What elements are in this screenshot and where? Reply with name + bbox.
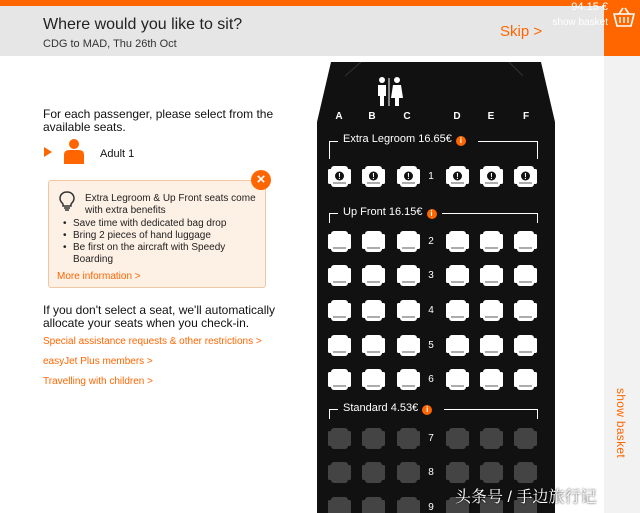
row-number: 6 xyxy=(428,374,434,385)
seat-7F xyxy=(514,428,537,449)
svg-text:!: ! xyxy=(338,172,341,181)
seat-5B[interactable] xyxy=(362,335,385,356)
benefits-heading: Extra Legroom & Up Front seats come with extra benefits xyxy=(85,193,256,216)
seat-5E[interactable] xyxy=(480,335,503,356)
seat-2E[interactable] xyxy=(480,231,503,252)
seat-3E[interactable] xyxy=(480,265,503,286)
passenger-name: Adult 1 xyxy=(100,148,135,160)
seat-3F[interactable] xyxy=(514,265,537,286)
seat-1D[interactable] xyxy=(446,166,469,187)
section-bracket-right xyxy=(444,409,538,419)
info-icon[interactable]: i xyxy=(456,136,466,146)
selected-arrow-icon xyxy=(44,147,52,157)
row-number: 9 xyxy=(428,502,434,513)
passenger-row[interactable] xyxy=(43,138,243,166)
route-subtitle: CDG to MAD, Thu 26th Oct xyxy=(43,38,177,50)
column-label: B xyxy=(368,111,376,122)
seat-6B[interactable] xyxy=(362,369,385,390)
passenger-icon xyxy=(63,138,85,169)
seat-8F xyxy=(514,462,537,483)
more-information-link[interactable]: More information > xyxy=(57,271,141,282)
skip-button[interactable]: Skip > xyxy=(500,23,543,40)
seat-6E[interactable] xyxy=(480,369,503,390)
sidebar-show-basket[interactable]: show basket xyxy=(614,388,628,459)
seat-3C[interactable] xyxy=(397,265,420,286)
easyjet-plus-link[interactable]: easyJet Plus members > xyxy=(43,356,153,367)
svg-text:!: ! xyxy=(490,172,493,181)
watermark: 头条号 / 手边旅行记 xyxy=(455,489,597,506)
toilet-icon xyxy=(373,76,405,113)
seat-1C[interactable] xyxy=(397,166,420,187)
seat-3D[interactable] xyxy=(446,265,469,286)
seat-6F[interactable] xyxy=(514,369,537,390)
seat-5D[interactable] xyxy=(446,335,469,356)
row-number: 4 xyxy=(428,305,434,316)
page-title: Where would you like to sit? xyxy=(43,16,243,33)
seat-instructions: For each passenger, please select from the available seats. xyxy=(43,107,274,134)
column-label: D xyxy=(453,111,461,122)
seat-2A[interactable] xyxy=(328,231,351,252)
seat-9B xyxy=(362,497,385,513)
basket-price[interactable]: 94.15 € xyxy=(571,1,608,13)
seat-4B[interactable] xyxy=(362,300,385,321)
seat-8C xyxy=(397,462,420,483)
seat-4D[interactable] xyxy=(446,300,469,321)
benefits-list xyxy=(63,218,261,266)
seat-3B[interactable] xyxy=(362,265,385,286)
column-label: F xyxy=(522,111,530,122)
info-icon[interactable]: i xyxy=(422,405,432,415)
row-number: 2 xyxy=(428,236,434,247)
auto-allocate-notice: If you don't select a seat, we'll automatically allocate your seats when you check-in. xyxy=(43,303,276,330)
seat-9A xyxy=(328,497,351,513)
row-number: 5 xyxy=(428,340,434,351)
seat-6C[interactable] xyxy=(397,369,420,390)
basket-icon[interactable] xyxy=(612,6,636,33)
lightbulb-icon xyxy=(59,191,75,216)
seat-1B[interactable] xyxy=(362,166,385,187)
column-label: C xyxy=(403,111,411,122)
seat-7E xyxy=(480,428,503,449)
seat-7B xyxy=(362,428,385,449)
seat-4F[interactable] xyxy=(514,300,537,321)
section-bracket-right xyxy=(478,141,538,159)
standard-header: Standard 4.53€ i xyxy=(343,402,432,415)
row-number: 7 xyxy=(428,433,434,444)
seat-8D xyxy=(446,462,469,483)
seat-7D xyxy=(446,428,469,449)
special-assistance-link[interactable]: Special assistance requests & other restrictions > xyxy=(43,336,262,347)
page-header xyxy=(0,6,604,56)
section-bracket-left xyxy=(329,213,338,223)
seat-2C[interactable] xyxy=(397,231,420,252)
seat-1F[interactable] xyxy=(514,166,537,187)
seat-9C xyxy=(397,497,420,513)
seat-5A[interactable] xyxy=(328,335,351,356)
extra-legroom-header: Extra Legroom 16.65€ i xyxy=(343,133,466,146)
seat-8A xyxy=(328,462,351,483)
seat-7A xyxy=(328,428,351,449)
benefits-info-box xyxy=(48,180,266,288)
seat-8B xyxy=(362,462,385,483)
benefit-item: • Bring 2 pieces of hand luggage xyxy=(63,230,261,242)
svg-text:!: ! xyxy=(407,172,410,181)
seat-4A[interactable] xyxy=(328,300,351,321)
seat-2D[interactable] xyxy=(446,231,469,252)
seat-2F[interactable] xyxy=(514,231,537,252)
seat-1E[interactable] xyxy=(480,166,503,187)
close-icon[interactable]: × xyxy=(251,170,271,190)
svg-text:!: ! xyxy=(372,172,375,181)
section-bracket-left xyxy=(329,141,338,159)
seat-7C xyxy=(397,428,420,449)
seat-5F[interactable] xyxy=(514,335,537,356)
seat-5C[interactable] xyxy=(397,335,420,356)
seat-1A[interactable] xyxy=(328,166,351,187)
svg-text:!: ! xyxy=(524,172,527,181)
seat-6A[interactable] xyxy=(328,369,351,390)
seat-6D[interactable] xyxy=(446,369,469,390)
section-bracket-left xyxy=(329,409,338,419)
benefit-item: • Be first on the aircraft with Speedy Boarding xyxy=(63,242,261,266)
row-number: 3 xyxy=(428,270,434,281)
svg-text:!: ! xyxy=(456,172,459,181)
benefit-item: • Save time with dedicated bag drop xyxy=(63,218,261,230)
seat-4E[interactable] xyxy=(480,300,503,321)
column-label: E xyxy=(487,111,495,122)
section-bracket-right xyxy=(442,213,538,223)
travelling-with-children-link[interactable]: Travelling with children > xyxy=(43,376,153,387)
seat-2B[interactable] xyxy=(362,231,385,252)
up-front-header: Up Front 16.15€ i xyxy=(343,206,437,219)
info-icon[interactable]: i xyxy=(427,209,437,219)
seat-8E xyxy=(480,462,503,483)
show-basket-link[interactable]: show basket xyxy=(552,17,608,28)
column-label: A xyxy=(335,111,343,122)
row-number: 8 xyxy=(428,467,434,478)
seat-3A[interactable] xyxy=(328,265,351,286)
seat-4C[interactable] xyxy=(397,300,420,321)
row-number: 1 xyxy=(428,171,434,182)
